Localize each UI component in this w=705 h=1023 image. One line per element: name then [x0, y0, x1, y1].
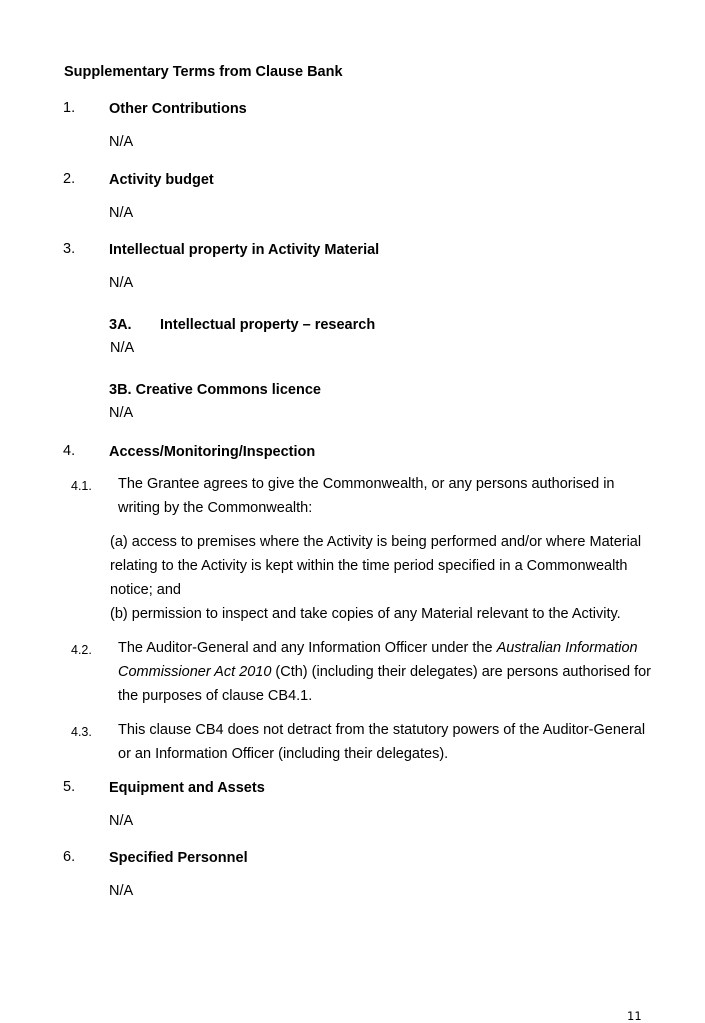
section-6-body: N/A: [109, 883, 134, 899]
section-2-title: Activity budget: [109, 172, 214, 188]
clause-4-3-number: 4.3.: [71, 725, 92, 739]
section-6-title: Specified Personnel: [109, 850, 248, 866]
section-1-body: N/A: [109, 134, 134, 150]
subsection-3a-title: Intellectual property – research: [160, 317, 376, 333]
section-1-title: Other Contributions: [109, 101, 247, 117]
document-heading: Supplementary Terms from Clause Bank: [64, 64, 343, 80]
clause-4-2-line-1: [118, 639, 638, 657]
section-3-title: Intellectual property in Activity Material: [109, 242, 380, 258]
act-name-part-1: Australian Information: [496, 640, 638, 656]
subsection-3b-title: 3B. Creative Commons licence: [109, 382, 321, 398]
section-5-number: 5.: [63, 779, 76, 795]
clause-4-1-a-line-3: notice; and: [110, 582, 181, 598]
clause-4-3-line-2: or an Information Officer (including their delegates).: [118, 746, 449, 762]
clause-4-1-line-2: writing by the Commonwealth:: [118, 500, 313, 516]
page-number: 11: [627, 1009, 642, 1023]
section-5-body: N/A: [109, 813, 134, 829]
section-3-body: N/A: [109, 275, 134, 291]
clause-4-1-b-line-1: (b) permission to inspect and take copies of any Material relevant to the Activity.: [110, 606, 621, 622]
section-6-number: 6.: [63, 849, 76, 865]
clause-4-2-line-2-text: (Cth) (including their delegates) are persons authorised for: [271, 664, 652, 680]
section-1-number: 1.: [63, 100, 76, 116]
clause-4-2-line-2: [118, 663, 651, 681]
clause-4-1-number: 4.1.: [71, 479, 92, 493]
section-3-number: 3.: [63, 241, 76, 257]
subsection-3a-number: 3A.: [109, 317, 132, 333]
clause-4-2-number: 4.2.: [71, 643, 92, 657]
clause-4-1-line-1: The Grantee agrees to give the Commonwealth, or any persons authorised in: [118, 476, 615, 492]
clause-4-1-a-line-2: relating to the Activity is kept within the time period specified in a Commonwealth: [110, 558, 628, 574]
subsection-3a-body: N/A: [110, 340, 135, 356]
section-2-number: 2.: [63, 171, 76, 187]
section-5-title: Equipment and Assets: [109, 780, 265, 796]
clause-4-3-line-1: This clause CB4 does not detract from the statutory powers of the Auditor-General: [118, 722, 646, 738]
clause-4-2-line-1-text: The Auditor-General and any Information Officer under the: [118, 640, 497, 656]
subsection-3b-body: N/A: [109, 405, 134, 421]
act-name-part-2: Commissioner Act 2010: [118, 664, 272, 680]
section-4-title: Access/Monitoring/Inspection: [109, 444, 316, 460]
clause-4-2-line-3: the purposes of clause CB4.1.: [118, 688, 313, 704]
clause-4-1-a-line-1: (a) access to premises where the Activity is being performed and/or where Material: [110, 534, 642, 550]
section-4-number: 4.: [63, 443, 76, 459]
section-2-body: N/A: [109, 205, 134, 221]
